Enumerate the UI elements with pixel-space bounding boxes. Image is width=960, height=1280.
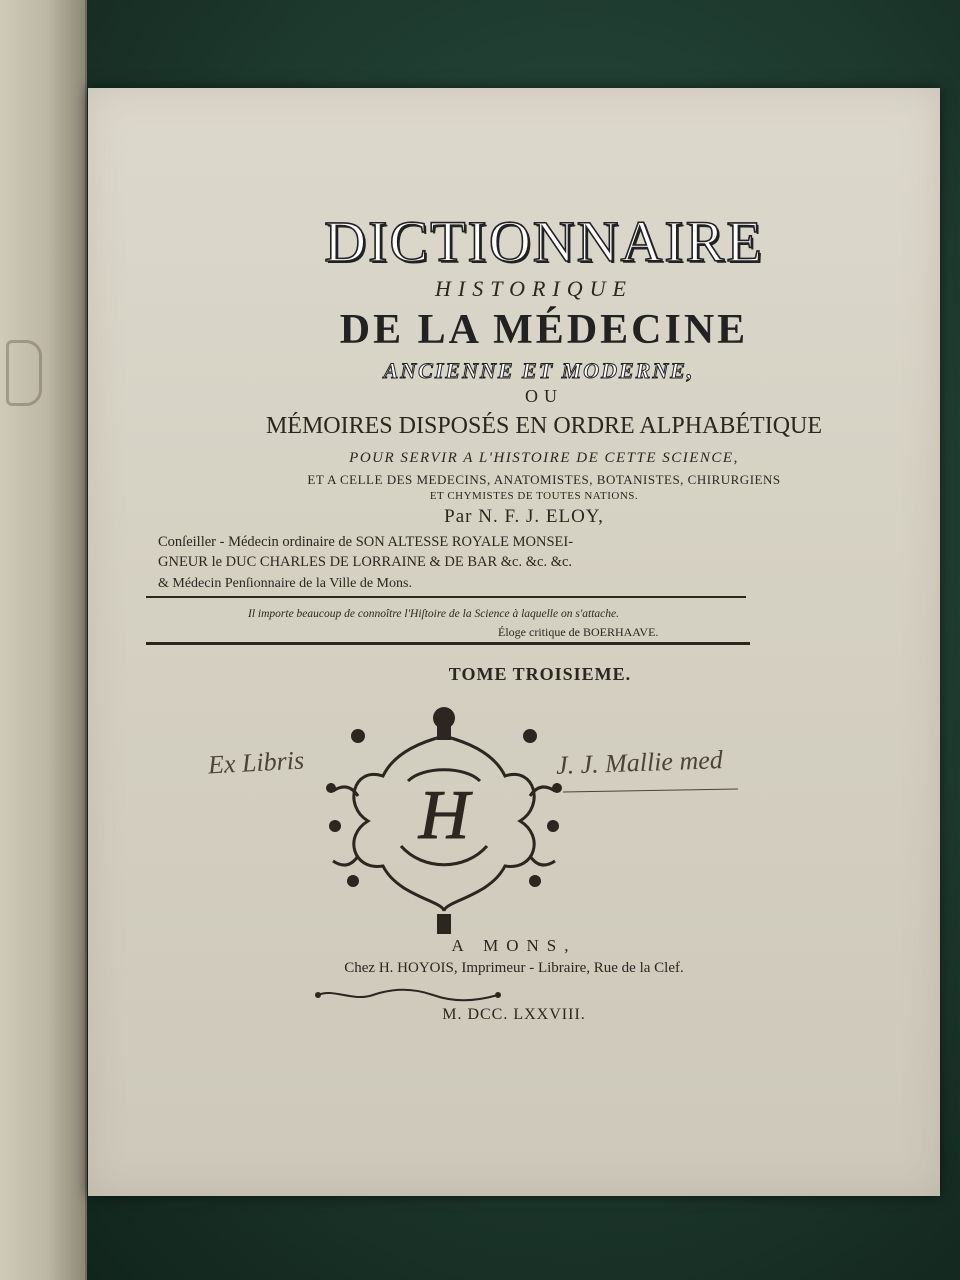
left-page-edge (0, 0, 87, 1280)
author-role-line1: Conſeiller - Médecin ordinaire de SON ALTESSE ROYALE MONSEI- (158, 534, 574, 550)
svg-text:H: H (418, 777, 470, 854)
author-line: Par N. F. J. ELOY, (444, 506, 604, 527)
book-title: DICTIONNAIRE (324, 209, 764, 274)
bleed-through-mark (6, 340, 42, 406)
title-ancienne-moderne: ANCIENNE ET MODERNE, (383, 358, 695, 383)
title-historique: HISTORIQUE (435, 276, 633, 301)
divider-rule-top (146, 596, 746, 598)
epigraph-source: Éloge critique de BOERHAAVE. (498, 625, 659, 639)
title-medecine: DE LA MÉDECINE (339, 307, 749, 353)
handwritten-ex-libris: Ex Libris (207, 745, 305, 780)
imprint-city: A MONS, (451, 936, 577, 955)
volume-label: TOME TROISIEME. (448, 664, 632, 684)
title-page (88, 88, 940, 1196)
author-role-line3: & Médecin Penſionnaire de la Ville de Mons. (158, 576, 412, 591)
title-medecins-list: ET A CELLE DES MEDECINS, ANATOMISTES, BOTANISTES, CHIRURGIENS (307, 472, 781, 487)
imprint-publisher: Chez H. HOYOIS, Imprimeur - Libraire, Rue de la Clef. (344, 960, 684, 976)
handwritten-owner-signature: J. J. Mallie med (555, 745, 724, 780)
title-ou: OU (525, 386, 563, 406)
divider-rule-bottom (146, 642, 750, 645)
ornamental-rule-icon (313, 988, 503, 1002)
handwritten-underline (563, 788, 738, 792)
title-memoires: MÉMOIRES DISPOSÉS EN ORDRE ALPHABÉTIQUE (265, 413, 823, 439)
title-chymistes: ET CHYMISTES DE TOUTES NATIONS. (429, 490, 639, 502)
title-pour-servir: POUR SERVIR A L'HISTOIRE DE CETTE SCIENCE, (349, 450, 739, 466)
imprint-year: M. DCC. LXXVIII. (442, 1006, 586, 1023)
epigraph: Il importe beaucoup de connoître l'Hiſtoire de la Science à laquelle on s'attache. (248, 608, 620, 620)
monogram-emblem-icon (313, 696, 575, 936)
author-role-line2: GNEUR le DUC CHARLES DE LORRAINE & DE BAR &c. &c. &c. (158, 554, 573, 570)
